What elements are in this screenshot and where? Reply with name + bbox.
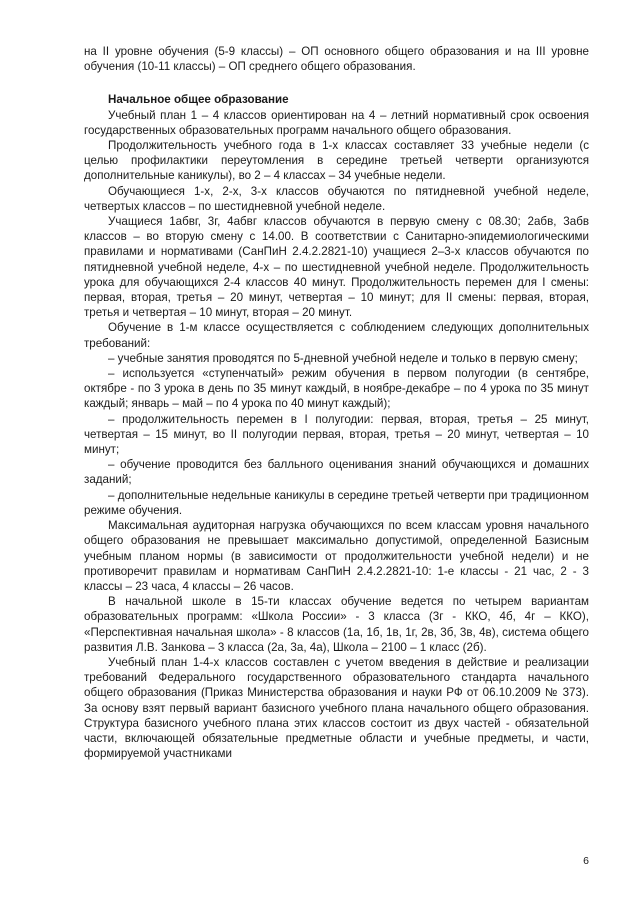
list-item: – обучение проводится без балльного оценивания знаний обучающихся и домашних заданий; [84,458,589,487]
list-item: – учебные занятия проводятся по 5-дневной учебной неделе и только в первую смену; [108,351,578,365]
document-body [84,44,589,761]
section-heading: Начальное общее образование [108,93,289,107]
list-item: – продолжительность перемен в I полугодии: первая, вторая, третья – 25 минут, четвертая – 15 минут, во II полугодии первая, вторая, третья – 20 минут, четвертая – 10 минут; [84,412,589,457]
paragraph: В начальной школе в 15-ти классах обучение ведется по четырем вариантам образовательных программ: «Школа России» - 3 класса (3г - ККО, 4б, 4г – ККО), «Перспективная начальная школа» - 8 классов (1а, 1б, 1в, 1г, 2в, 3б, 3в, 4в), система общего развития Л.В. Занкова – 3 класса (2а, 3а, 4а), Школа – 2100 – 1 класс (2б). [84,595,589,654]
paragraph: Учебный план 1-4-х классов составлен с учетом введения в действие и реализации требований Федерального государственного образовательного стандарта начального общего образования (Приказ Министерства образования и науки РФ от 06.10.2009 № 373). За основу взят первый вариант базисного учебного плана начального общего образования. Структура базисного учебного плана этих классов состоит из двух частей - обязательной части, включающей обязательные предметные области и учебные предметы, и части, формируемой участниками [84,655,589,761]
paragraph: Обучение в 1-м классе осуществляется с соблюдением следующих дополнительных требований: [84,321,589,350]
paragraph: Учебный план 1 – 4 классов ориентирован на 4 – летний нормативный срок освоения государственных образовательных программ начального общего образования. [84,108,589,137]
paragraph: Учащиеся 1абвг, 3г, 4абвг классов обучаются в первую смену с 08.30; 2абв, 3абв классов – во вторую смену с 14.00. В соответствии с Санитарно-эпидемиологическими правилами и нормативами (СанПиН 2.4.2.2821-10) учащиеся 2–3-х классов обучаются по пятидневной учебной неделе, 4-х – по шестидневной учебной неделе. Продолжительность урока для обучающихся 2-4 классов 40 минут. Продолжительность перемен для I смены: первая, вторая, третья – 20 минут, четвертая – 10 минут; для II смены: первая, вторая, третья и четвертая – 10 минут, вторая – 20 минут. [84,215,589,320]
paragraph: Максимальная аудиторная нагрузка обучающихся по всем классам уровня начального общего образования не превышает максимально допустимой, определенной Базисным учебным планом нормы (в зависимости от продолжительности учебной недели) и не противоречит правилам и нормативам СанПиН 2.4.2.2821-10: 1-е классы - 21 час, 2 - 3 классы – 23 часа, 4 классы – 26 часов. [84,519,589,593]
page-number: 6 [583,855,589,867]
list-item: – используется «ступенчатый» режим обучения в первом полугодии (в сентябре, октябре - по 3 урока в день по 35 минут каждый, в ноябре-декабре – по 4 урока по 35 минут каждый; январь – май – по 4 урока по 40 минут каждый); [84,367,589,411]
intro-paragraph: на II уровне обучения (5-9 классы) – ОП основного общего образования и на III уровне обучения (10-11 классы) – ОП среднего общего образования. [84,45,589,74]
paragraph: Продолжительность учебного года в 1-х классах составляет 33 учебные недели (с целью профилактики переутомления в середине третьей четверти организуются дополнительные каникулы), во 2 – 4 классах – 34 учебные недели. [84,139,589,183]
paragraph: Обучающиеся 1-х, 2-х, 3-х классов обучаются по пятидневной учебной неделе, четвертых классов – по шестидневной учебной неделе. [84,184,589,213]
list-item: – дополнительные недельные каникулы в середине третьей четверти при традиционном режиме обучения. [84,488,589,517]
